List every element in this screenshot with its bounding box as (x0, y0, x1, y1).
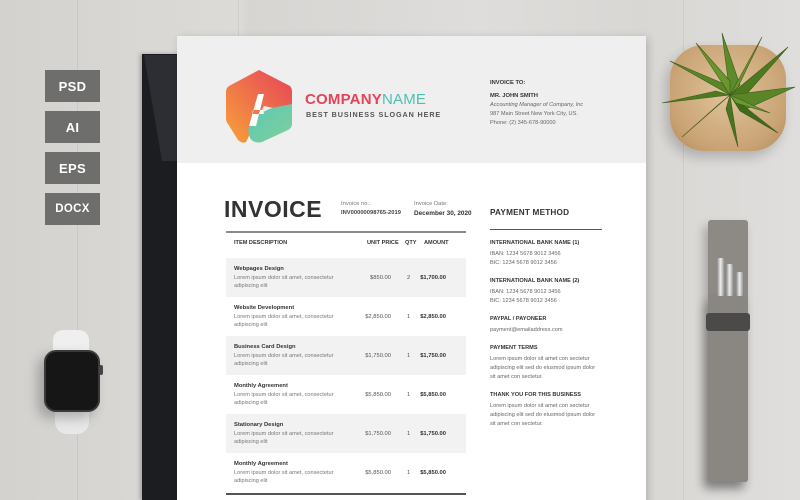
item-description: Lorem ipsum dolor sit amet, consectetur adipiscing elit (234, 353, 334, 367)
paypal-label: PAYPAL / PAYONEER (490, 316, 547, 322)
company-slogan: BEST BUSINESS SLOGAN HERE (306, 110, 442, 119)
table-row (226, 375, 466, 414)
bank-2-iban: IBAN: 1234 5678 9012 3456 (490, 289, 561, 295)
payment-terms-label: PAYMENT TERMS (490, 345, 538, 351)
invoice-header (177, 36, 646, 163)
table-row (226, 453, 466, 492)
invoice-date-label: Invoice Date: (414, 201, 448, 207)
item-price: $5,850.00 (365, 470, 391, 476)
table-row (226, 258, 466, 297)
header-description: ITEM DESCRIPTION (234, 240, 288, 246)
item-price: $5,850.00 (365, 392, 391, 398)
item-price: $1,750.00 (365, 431, 391, 437)
bank-2-name: INTERNATIONAL BANK NAME (2) (490, 278, 580, 284)
client-address: 987 Main Street New York City, US. (490, 111, 578, 117)
table-top-rule (226, 231, 466, 233)
table-header (226, 240, 466, 250)
invoice-title: INVOICE (224, 196, 323, 222)
item-name: Webpages Design (234, 266, 284, 272)
item-qty: 1 (407, 392, 411, 398)
bank-1-iban: IBAN: 1234 5678 9012 3456 (490, 251, 561, 257)
pen-icon (717, 258, 724, 298)
invoice-document (177, 36, 646, 500)
badge-psd: PSD (45, 70, 100, 102)
plant-icon (660, 25, 800, 155)
item-name: Stationary Design (234, 422, 284, 428)
item-qty: 1 (407, 314, 411, 320)
thank-you (490, 392, 602, 429)
item-name: Monthly Agreement (234, 383, 288, 389)
client-name: MR. JOHN SMITH (490, 93, 538, 99)
payment-method (490, 208, 602, 439)
line-items (226, 258, 466, 492)
invoice-number-label: Invoice no.: (341, 201, 371, 207)
item-qty: 1 (407, 470, 411, 476)
item-name: Business Card Design (234, 344, 296, 350)
item-description: Lorem ipsum dolor sit amet, consectetur adipiscing elit (234, 314, 334, 328)
item-amount: $1,750.00 (420, 431, 446, 437)
thank-you-text: Lorem ipsum dolor sit amet con sectetur adipiscing elit sed do eiusmod ipsum dolor sit amet con sectetur. (490, 403, 596, 427)
bank-2-bic: BIC: 1234 5678 9012 3456 (490, 298, 557, 304)
item-amount: $5,850.00 (420, 392, 446, 398)
badge-eps: EPS (45, 152, 100, 184)
payment-terms-text: Lorem ipsum dolor sit amet con sectetur adipiscing elit sed do eiusmod ipsum dolor sit amet con sectetur. (490, 356, 596, 380)
client-title: Accounting Manager of Company, Inc (490, 102, 584, 108)
payment-title: PAYMENT METHOD (490, 208, 570, 217)
company-logo-icon (224, 68, 294, 144)
table-row (226, 336, 466, 375)
payment-terms (490, 345, 602, 382)
paypal-email: payment@emailaddress.com (490, 327, 563, 333)
invoice-date: December 30, 2020 (414, 210, 472, 217)
bill-to-label: INVOICE TO: (490, 80, 526, 86)
paypal (490, 316, 602, 335)
bank-1 (490, 240, 602, 268)
item-price: $850.00 (370, 275, 391, 281)
invoice-number: INV00000098765-2019 (341, 210, 401, 216)
badge-docx: DOCX (45, 193, 100, 225)
bank-2 (490, 278, 602, 306)
bank-1-bic: BIC: 1234 5678 9012 3456 (490, 260, 557, 266)
thank-you-label: THANK YOU FOR THIS BUSINESS (490, 392, 581, 398)
item-qty: 1 (407, 431, 411, 437)
item-qty: 1 (407, 353, 411, 359)
item-price: $1,750.00 (365, 353, 391, 359)
pen-icon (726, 264, 733, 298)
table-bottom-rule (226, 493, 466, 495)
item-qty: 2 (407, 275, 411, 281)
header-unit-price: UNIT PRICE (367, 240, 399, 246)
item-name: Monthly Agreement (234, 461, 288, 467)
item-price: $2,850.00 (365, 314, 391, 320)
bill-to (490, 80, 640, 129)
item-name: Website Development (234, 305, 295, 311)
bank-1-name: INTERNATIONAL BANK NAME (1) (490, 240, 580, 246)
item-description: Lorem ipsum dolor sit amet, consectetur adipiscing elit (234, 392, 334, 406)
payment-rule (490, 229, 602, 230)
header-qty: QTY (405, 240, 417, 246)
pen-case-strap (706, 313, 750, 331)
client-phone: Phone: (2) 345-678-90000 (490, 120, 556, 126)
item-amount: $1,700.00 (420, 275, 446, 281)
item-description: Lorem ipsum dolor sit amet, consectetur adipiscing elit (234, 431, 334, 445)
item-amount: $5,850.00 (420, 470, 446, 476)
item-amount: $2,850.00 (420, 314, 446, 320)
item-amount: $1,750.00 (420, 353, 446, 359)
item-description: Lorem ipsum dolor sit amet, consectetur adipiscing elit (234, 275, 334, 289)
item-description: Lorem ipsum dolor sit amet, consectetur adipiscing elit (234, 470, 334, 484)
pen-icon (736, 272, 743, 298)
table-row (226, 414, 466, 453)
table-row (226, 297, 466, 336)
format-badges (45, 70, 100, 234)
badge-ai: AI (45, 111, 100, 143)
header-amount: AMOUNT (424, 240, 449, 246)
company-name: COMPANYNAME (305, 91, 427, 108)
